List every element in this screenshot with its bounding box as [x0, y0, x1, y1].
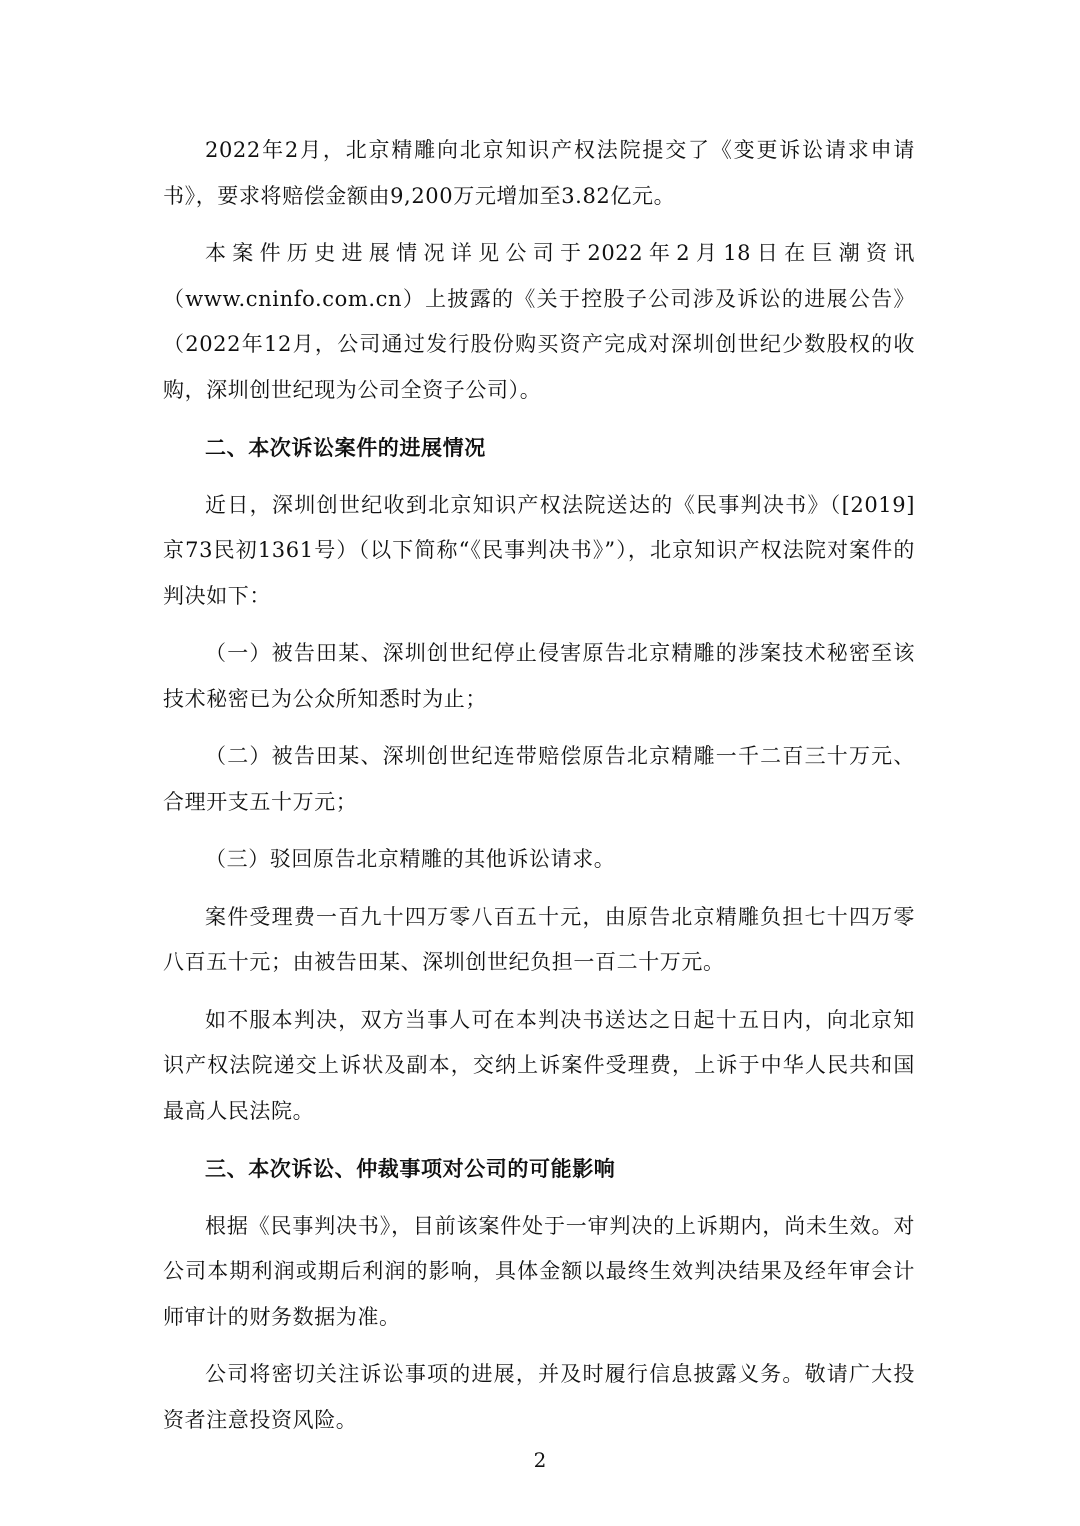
paragraph-appeal: 如不服本判决，双方当事人可在本判决书送达之日起十五日内，向北京知识产权法院递交上诉状及副本，交纳上诉案件受理费，上诉于中华人民共和国最高人民法院。 — [163, 1007, 915, 1123]
section-heading-impact: 三、本次诉讼、仲裁事项对公司的可能影响 — [205, 1156, 616, 1181]
paragraph-judgment-item-2: （二）被告田某、深圳创世纪连带赔偿原告北京精雕一千二百三十万元、合理开支五十万元； — [163, 744, 915, 814]
paragraph-history: 本案件历史进展情况详见公司于2022年2月18日在巨潮资讯（www.cninfo.com.cn）上披露的《关于控股子公司涉及诉讼的进展公告》（2022年12月，公司通过发行股份购买资产完成对深圳创世纪少数股权的收购，深圳创世纪现为公司全资子公司）。 — [163, 241, 915, 402]
page-number: 2 — [533, 1448, 547, 1472]
paragraph-fees: 案件受理费一百九十四万零八百五十元，由原告北京精雕负担七十四万零八百五十元；由被告田某、深圳创世纪负担一百二十万元。 — [163, 904, 915, 974]
paragraph-disclosure: 公司将密切关注诉讼事项的进展，并及时履行信息披露义务。敬请广大投资者注意投资风险。 — [163, 1362, 915, 1432]
document-body — [163, 128, 915, 1455]
paragraph-impact: 根据《民事判决书》，目前该案件处于一审判决的上诉期内，尚未生效。对公司本期利润或期后利润的影响，具体金额以最终生效判决结果及经年审会计师审计的财务数据为准。 — [163, 1213, 915, 1329]
paragraph-judgment-item-3: （三）驳回原告北京精雕的其他诉讼请求。 — [205, 847, 616, 871]
paragraph-judgment-item-1: （一）被告田某、深圳创世纪停止侵害原告北京精雕的涉案技术秘密至该技术秘密已为公众所知悉时为止； — [163, 641, 915, 711]
paragraph-judgment-intro: 近日，深圳创世纪收到北京知识产权法院送达的《民事判决书》（[2019]京73民初1361号）（以下简称“《民事判决书》”），北京知识产权法院对案件的判决如下： — [163, 492, 915, 608]
paragraph-amendment: 2022年2月，北京精雕向北京知识产权法院提交了《变更诉讼请求申请书》，要求将赔偿金额由9,200万元增加至3.82亿元。 — [163, 138, 915, 208]
section-heading-progress: 二、本次诉讼案件的进展情况 — [205, 435, 486, 460]
